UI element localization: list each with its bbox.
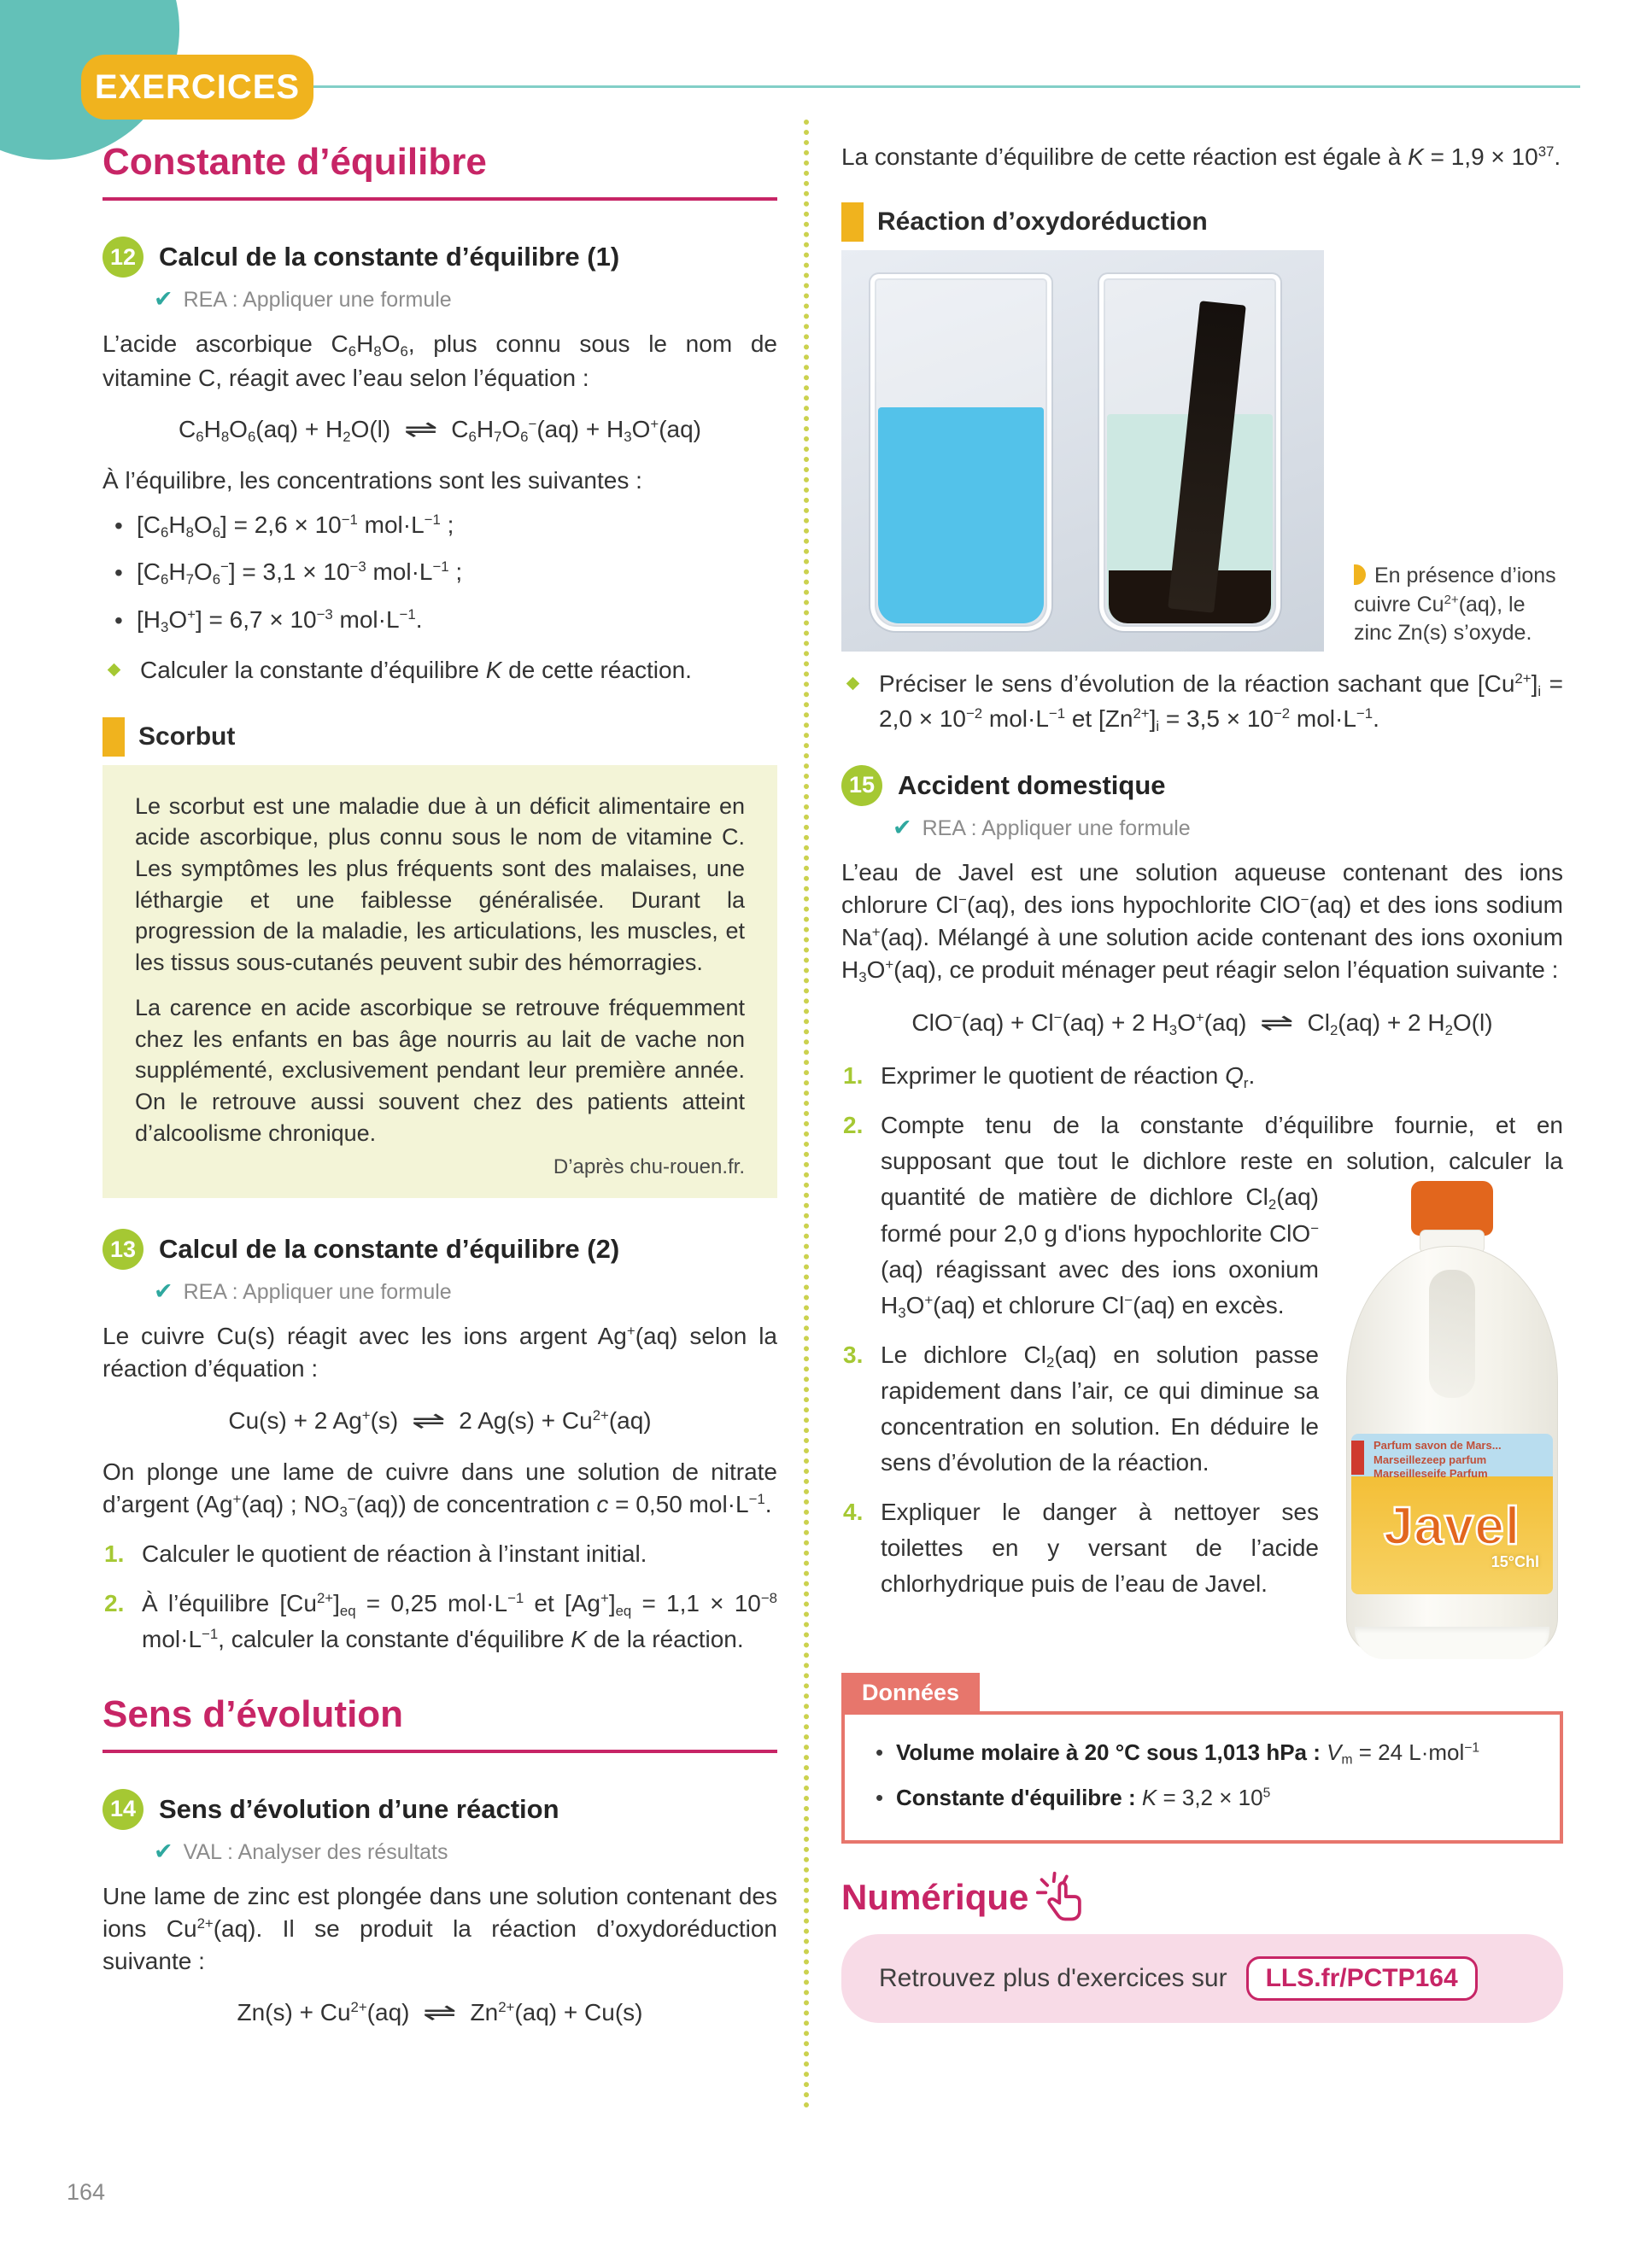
caption-marker-icon bbox=[1354, 564, 1366, 585]
question-text: Exprimer le quotient de réaction $Q_r$. bbox=[881, 1062, 1256, 1092]
section-title-sens: Sens d’évolution bbox=[102, 1693, 777, 1753]
more-exercises-text: Retrouvez plus d'exercices sur bbox=[879, 1963, 1227, 1992]
exercise-number-badge: 12 bbox=[102, 237, 144, 278]
question-number: 4. bbox=[843, 1499, 864, 1526]
numbered-question bbox=[102, 1536, 777, 1572]
left-column bbox=[102, 141, 777, 2048]
donnees-value: $V_m = 24$ L·mol$^{-1}$ bbox=[1327, 1739, 1480, 1768]
question-text: Expliquer le danger à nettoyer ses toilettes en y versant de l’acide chlorhydrique puis de l’eau de Javel. bbox=[881, 1499, 1319, 1598]
bottle-cap bbox=[1411, 1181, 1493, 1236]
donnees-value: $K = 3,2 \times 10^5$ bbox=[1141, 1784, 1271, 1810]
beakers-photo bbox=[841, 250, 1324, 652]
competence-label: REA : Appliquer une formule bbox=[922, 815, 1191, 840]
label-line: Marseilleseife Parfum bbox=[1374, 1466, 1488, 1480]
exercise-number-badge: 13 bbox=[102, 1229, 144, 1270]
figure-header bbox=[841, 202, 1563, 242]
question-text: À l’équilibre $[Cu^{2+}]_{eq} = 0,25$ $mol\cdot L^{-1}$ et $[Ag^+]_{eq} = 1,1 \times 10^{-8}$ $mol\cdot L^{-1}$, calculer la constante d'équilibre K de la réaction. bbox=[142, 1589, 778, 1652]
exercise-14-intro: Une lame de zinc est plongée dans une solution contenant des ions $Cu^{2+}(aq)$. Il se produit la réaction d’oxydoréduction suivante : bbox=[102, 1882, 777, 1974]
exercise-12-question: Calculer la constante d’équilibre K de cette réaction. bbox=[102, 653, 777, 688]
donnees-item bbox=[870, 1735, 1534, 1772]
list-item: • $[C_6H_8O_6] = 2,6 \times 10^{-1}$ $mol\cdot L^{-1}$ ; bbox=[114, 507, 777, 543]
page-number: 164 bbox=[67, 2179, 106, 2205]
list-item: • $[C_6H_7O_6^-] = 3,1 \times 10^{-3}$ $mol\cdot L^{-1}$ ; bbox=[114, 554, 777, 590]
numerique-header bbox=[841, 1869, 1563, 1926]
competence-label: REA : Appliquer une formule bbox=[183, 288, 452, 312]
lls-link[interactable]: LLS.fr/PCTP164 bbox=[1246, 1956, 1478, 2001]
numbered-question bbox=[841, 1337, 1563, 1481]
question-text: Compte tenu de la constante d’équilibre fournie, et en supposant que tout le dichlore reste en solution, calculer la quantité de matière de dichlore $Cl_2(aq)$ formé pour 2,0 g d'ions hypochlorite ClO−(aq) réagissant avec des ions oxonium $H_3O^+(aq)$ et chlorure Cl−(aq) en excès. bbox=[881, 1112, 1563, 1321]
exercise-12-intro: L’acide ascorbique $C_6H_8O_6$, plus connu sous le nom de vitamine C, réagit avec l’eau selon l’équation : bbox=[102, 330, 777, 391]
exercise-title: Calcul de la constante d’équilibre (1) bbox=[159, 242, 620, 272]
competence-line bbox=[154, 1278, 777, 1305]
orange-square-icon bbox=[102, 717, 125, 757]
equation-ex14: $Zn(s) + Cu^{2+}(aq)$ ⇌ $Zn^{2+}(aq) + Cu(s)$ bbox=[237, 1998, 643, 2025]
checkmark-icon: ✔ bbox=[154, 1838, 173, 1864]
question-text: Calculer le quotient de réaction à l’instant initial. bbox=[142, 1540, 647, 1567]
checkmark-icon: ✔ bbox=[154, 286, 173, 312]
question-number: 1. bbox=[104, 1540, 125, 1567]
question-number: 3. bbox=[843, 1341, 864, 1368]
concentration-list bbox=[114, 507, 777, 638]
checkmark-icon: ✔ bbox=[893, 814, 912, 840]
exercise-13-header bbox=[102, 1229, 777, 1270]
question-number: 2. bbox=[843, 1112, 864, 1139]
competence-label: REA : Appliquer une formule bbox=[183, 1280, 452, 1305]
competence-line bbox=[154, 286, 777, 313]
blue-solution bbox=[878, 407, 1044, 623]
exercise-number-badge: 14 bbox=[102, 1789, 144, 1830]
checkmark-icon: ✔ bbox=[154, 1278, 173, 1305]
scorbut-paragraph-2: La carence en acide ascorbique se retrouve fréquemment chez les enfants en bas âge nourris au lait de vache non supplémenté, exclusivement pendant leur première année. On le retrouve aussi souvent chez des patients atteint d’alcoolisme chronique. bbox=[135, 994, 745, 1146]
section-title-constante: Constante d’équilibre bbox=[102, 141, 777, 201]
donnees-label: Constante d'équilibre : bbox=[896, 1784, 1136, 1810]
scorbut-source: D’après chu-rouen.fr. bbox=[553, 1155, 745, 1179]
exercices-banner: EXERCICES bbox=[81, 55, 313, 120]
list-item: • $[H_3O^+] = 6,7 \times 10^{-3}$ $mol\cdot L^{-1}$. bbox=[114, 602, 777, 638]
header-rule bbox=[306, 85, 1580, 88]
label-line: Marseillezeep parfum bbox=[1374, 1453, 1487, 1466]
question-number: 2. bbox=[104, 1589, 125, 1616]
more-exercises-box bbox=[841, 1934, 1563, 2023]
label-line: Parfum savon de Mars... bbox=[1374, 1439, 1502, 1453]
exercise-title: Sens d’évolution d’une réaction bbox=[159, 1793, 559, 1824]
beaker-right bbox=[1099, 274, 1280, 631]
competence-label: VAL : Analyser des résultats bbox=[183, 1839, 448, 1864]
figure bbox=[841, 250, 1563, 652]
numerique-title: Numérique bbox=[841, 1876, 1029, 1917]
exercise-14-header bbox=[102, 1789, 777, 1830]
scorbut-title: Scorbut bbox=[138, 722, 236, 751]
click-hand-icon bbox=[1035, 1869, 1092, 1926]
scorbut-box bbox=[102, 765, 777, 1199]
equation-ex15: ClO−(aq) + Cl−(aq) + 2 $H_3O^+(aq)$ ⇌ $Cl_2(aq) + 2$ $H_2O(l)$ bbox=[911, 1008, 1493, 1038]
question-text: Le dichlore $Cl_2(aq)$ en solution passe rapidement dans l’air, ce qui diminue sa concentration en solution. En déduire le sens d’évolution de la réaction. bbox=[881, 1341, 1319, 1476]
numbered-question bbox=[841, 1058, 1563, 1094]
exercise-13-intro: Le cuivre Cu(s) réagit avec les ions argent Ag+(aq) selon la réaction d’équation : bbox=[102, 1323, 777, 1382]
exercise-15-header bbox=[841, 765, 1563, 806]
scorbut-header bbox=[102, 717, 777, 757]
equilibre-line: À l’équilibre, les concentrations sont les suivantes : bbox=[102, 467, 642, 494]
donnees-box bbox=[841, 1711, 1563, 1843]
competence-line bbox=[893, 815, 1563, 841]
donnees-tab: Données bbox=[841, 1673, 980, 1713]
competence-line bbox=[154, 1838, 777, 1865]
figure-caption bbox=[1354, 562, 1564, 648]
exercise-14-question: Préciser le sens d’évolution de la réaction sachant que $[Cu^{2+}]_i = 2,0 \times 10^{-2}$ $mol\cdot L^{-1}$ et $[Zn^{2+}]_i = 3,5 \times 10^{-2}$ $mol\cdot L^{-1}$. bbox=[841, 667, 1563, 738]
exercise-title: Accident domestique bbox=[898, 769, 1166, 800]
donnees-item bbox=[870, 1780, 1534, 1816]
exercise-title: Calcul de la constante d’équilibre (2) bbox=[159, 1234, 620, 1265]
donnees-label: Volume molaire à 20 °C sous 1,013 hPa : bbox=[896, 1739, 1321, 1766]
donnees-section bbox=[841, 1673, 1563, 1843]
exercise-number-badge: 15 bbox=[841, 765, 882, 806]
right-column bbox=[841, 141, 1563, 2023]
chlorine-degree: 15°Chl bbox=[1491, 1553, 1539, 1571]
exercise-13-paragraph: On plonge une lame de cuivre dans une solution de nitrate d’argent (Ag+(aq) ; $NO_3^-(aq)$) de concentration c = 0,50 $mol\cdot L^{-1}$. bbox=[102, 1458, 777, 1520]
column-divider bbox=[804, 120, 809, 2109]
numbered-question bbox=[841, 1494, 1563, 1602]
numbered-question bbox=[102, 1586, 777, 1657]
figure-title: Réaction d’oxydoréduction bbox=[877, 208, 1208, 237]
brand-name: Javel bbox=[1383, 1497, 1521, 1557]
question-number: 1. bbox=[843, 1062, 864, 1090]
equation-ex13: Cu(s) + 2 Ag+(s) ⇌ 2 $Ag(s) + Cu^{2+}(aq)$ bbox=[228, 1406, 652, 1434]
scorbut-paragraph-1: Le scorbut est une maladie due à un déficit alimentaire en acide ascorbique, plus connu sous le nom de vitamine C. Les symptômes les plus fréquents sont des malaises, une léthargie et une faiblesse généralisée. Durant la progression de la maladie, les articulations, les muscles, et les tissus sous-cutanés peuvent subir des hémorragies. bbox=[135, 792, 745, 976]
caption-text: En présence d’ions cuivre $Cu^{2+}(aq)$, le zinc Zn(s) s’oxyde. bbox=[1354, 563, 1556, 646]
beaker-left bbox=[870, 274, 1051, 631]
exercise-15-intro: L’eau de Javel est une solution aqueuse contenant des ions chlorure Cl−(aq), des ions hypochlorite ClO−(aq) et des ions sodium Na+(aq). Mélangé à une solution acide contenant des ions oxonium $H_3O^+(aq)$, ce produit ménager peut réagir selon l’équation suivante : bbox=[841, 858, 1563, 986]
orange-square-icon bbox=[841, 202, 864, 242]
equation-ex12: $C_6H_8O_6(aq) + H_2O(l)$ ⇌ $C_6H_7O_6^-(aq) + H_3O^+(aq)$ bbox=[179, 415, 701, 445]
bottle-foot bbox=[1355, 1627, 1549, 1659]
exercise-12-header bbox=[102, 237, 777, 278]
k-constant-line: La constante d’équilibre de cette réaction est égale à $K = 1,9 \times 10^{37}$. bbox=[841, 143, 1561, 170]
